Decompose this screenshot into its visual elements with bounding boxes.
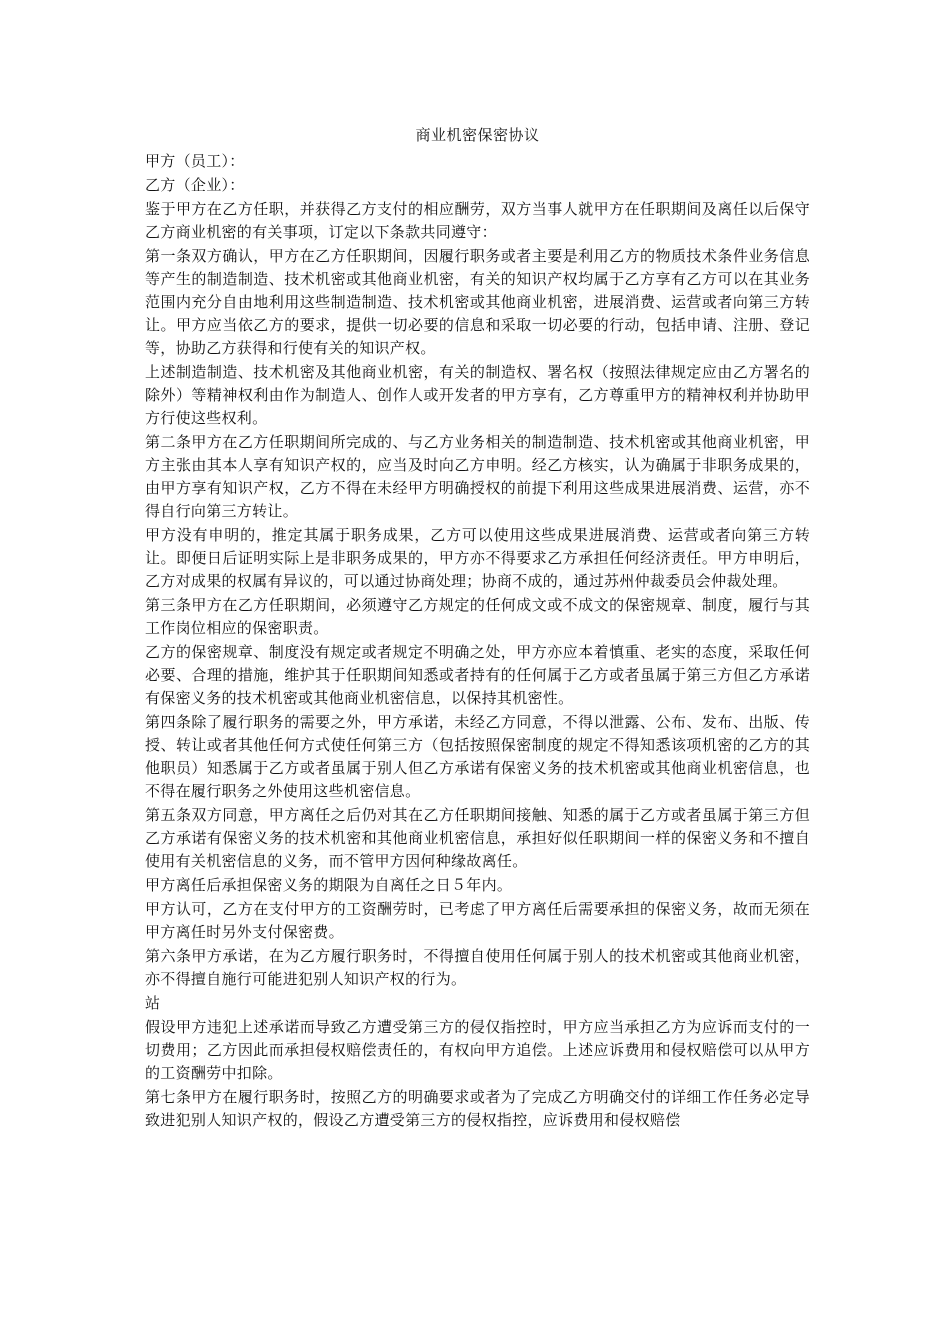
article-2-paragraph: 第二条甲方在乙方任职期间所完成的、与乙方业务相关的制造制造、技术机密或其他商业机密，甲方主张由其本人享有知识产权的，应当及时向乙方申明。经乙方核实，认为确属于非职务成果的，由甲方享有知识产权，乙方不得在未经甲方明确授权的前提下利用这些成果进展消费、运营，亦不得自行向第三方转让。	[145, 433, 810, 520]
article-7-paragraph: 第七条甲方在履行职务时，按照乙方的明确要求或者为了完成乙方明确交付的详细工作任务必定导致进犯别人知识产权的，假设乙方遭受第三方的侵权指控，应诉费用和侵权赔偿	[145, 1088, 810, 1129]
party-b-line: 乙方（企业）：	[145, 176, 245, 194]
confidentiality-fee-paragraph: 甲方认可，乙方在支付甲方的工资酬劳时，已考虑了甲方离任后需要承担的保密义务，故而无须在甲方离任时另外支付保密费。	[145, 900, 810, 941]
party-a-line: 甲方（员工）：	[145, 152, 245, 170]
article-2-presumption-paragraph: 甲方没有申明的，推定其属于职务成果，乙方可以使用这些成果进展消费、运营或者向第三方转让。即便日后证明实际上是非职务成果的，甲方亦不得要求乙方承担任何经济责任。甲方申明后，乙方对成果的权属有异议的，可以通过协商处理；协商不成的，通过苏州仲裁委员会仲裁处理。	[145, 526, 810, 590]
article-4-paragraph: 第四条除了履行职务的需要之外，甲方承诺，未经乙方同意，不得以泄露、公布、发布、出版、传授、转让或者其他任何方式使任何第三方（包括按照保密制度的规定不得知悉该项机密的乙方的其他职员）知悉属于乙方或者虽属于别人但乙方承诺有保密义务的技术机密或其他商业机密信息，也不得在履行职务之外使用这些机密信息。	[145, 713, 810, 800]
document-title: 商业机密保密协议	[415, 126, 540, 144]
infringement-liability-paragraph: 假设甲方违犯上述承诺而导致乙方遭受第三方的侵仅指控时，甲方应当承担乙方为应诉而支付的一切费用；乙方因此而承担侵权赔偿责任的，有权向甲方追偿。上述应诉费用和侵权赔偿可以从甲方的工资酬劳中扣除。	[145, 1018, 810, 1082]
article-1-paragraph: 第一条双方确认，甲方在乙方任职期间，因履行职务或者主要是利用乙方的物质技术条件业务信息等产生的制造制造、技术机密或其他商业机密，有关的知识产权均属于乙方享有乙方可以在其业务范围内充分自由地利用这些制造制造、技术机密或其他商业机密，进展消费、运营或者向第三方转让。甲方应当依乙方的要求，提供一切必要的信息和采取一切必要的行动，包括申请、注册、登记等，协助乙方获得和行使有关的知识产权。	[145, 247, 810, 357]
article-3-paragraph: 第三条甲方在乙方任职期间，必须遵守乙方规定的任何成文或不成文的保密规章、制度，履行与其工作岗位相应的保密职责。	[145, 596, 810, 637]
stray-character-line: 站	[145, 994, 161, 1012]
document-page	[145, 122, 810, 1133]
article-6-paragraph: 第六条甲方承诺，在为乙方履行职务时，不得擅自使用任何属于别人的技术机密或其他商业机密，亦不得擅自施行可能进犯别人知识产权的行为。	[145, 947, 810, 988]
article-5-paragraph: 第五条双方同意，甲方离任之后仍对其在乙方任职期间接触、知悉的属于乙方或者虽属于第三方但乙方承诺有保密义务的技术机密和其他商业机密信息，承担好似任职期间一样的保密义务和不擅自使用有关机密信息的义务，而不管甲方因何种缘故离任。	[145, 806, 810, 870]
preamble-paragraph: 鉴于甲方在乙方任职，并获得乙方支付的相应酬劳，双方当事人就甲方在任职期间及离任以后保守乙方商业机密的有关事项，订定以下条款共同遵守：	[145, 200, 810, 241]
article-1-moral-rights-paragraph: 上述制造制造、技术机密及其他商业机密，有关的制造权、署名权（按照法律规定应由乙方署名的除外）等精神权利由作为制造人、创作人或开发者的甲方享有，乙方尊重甲方的精神权利并协助甲方行使这些权利。	[145, 363, 810, 427]
article-3-measures-paragraph: 乙方的保密规章、制度没有规定或者规定不明确之处，甲方亦应本着慎重、老实的态度，采取任何必要、合理的措施，维护其于任职期间知悉或者持有的任何属于乙方或者虽属于第三方但乙方承诺有保密义务的技术机密或其他商业机密信息，以保持其机密性。	[145, 643, 810, 707]
confidentiality-term-paragraph: 甲方离任后承担保密义务的期限为自离任之日５年内。	[145, 876, 513, 894]
